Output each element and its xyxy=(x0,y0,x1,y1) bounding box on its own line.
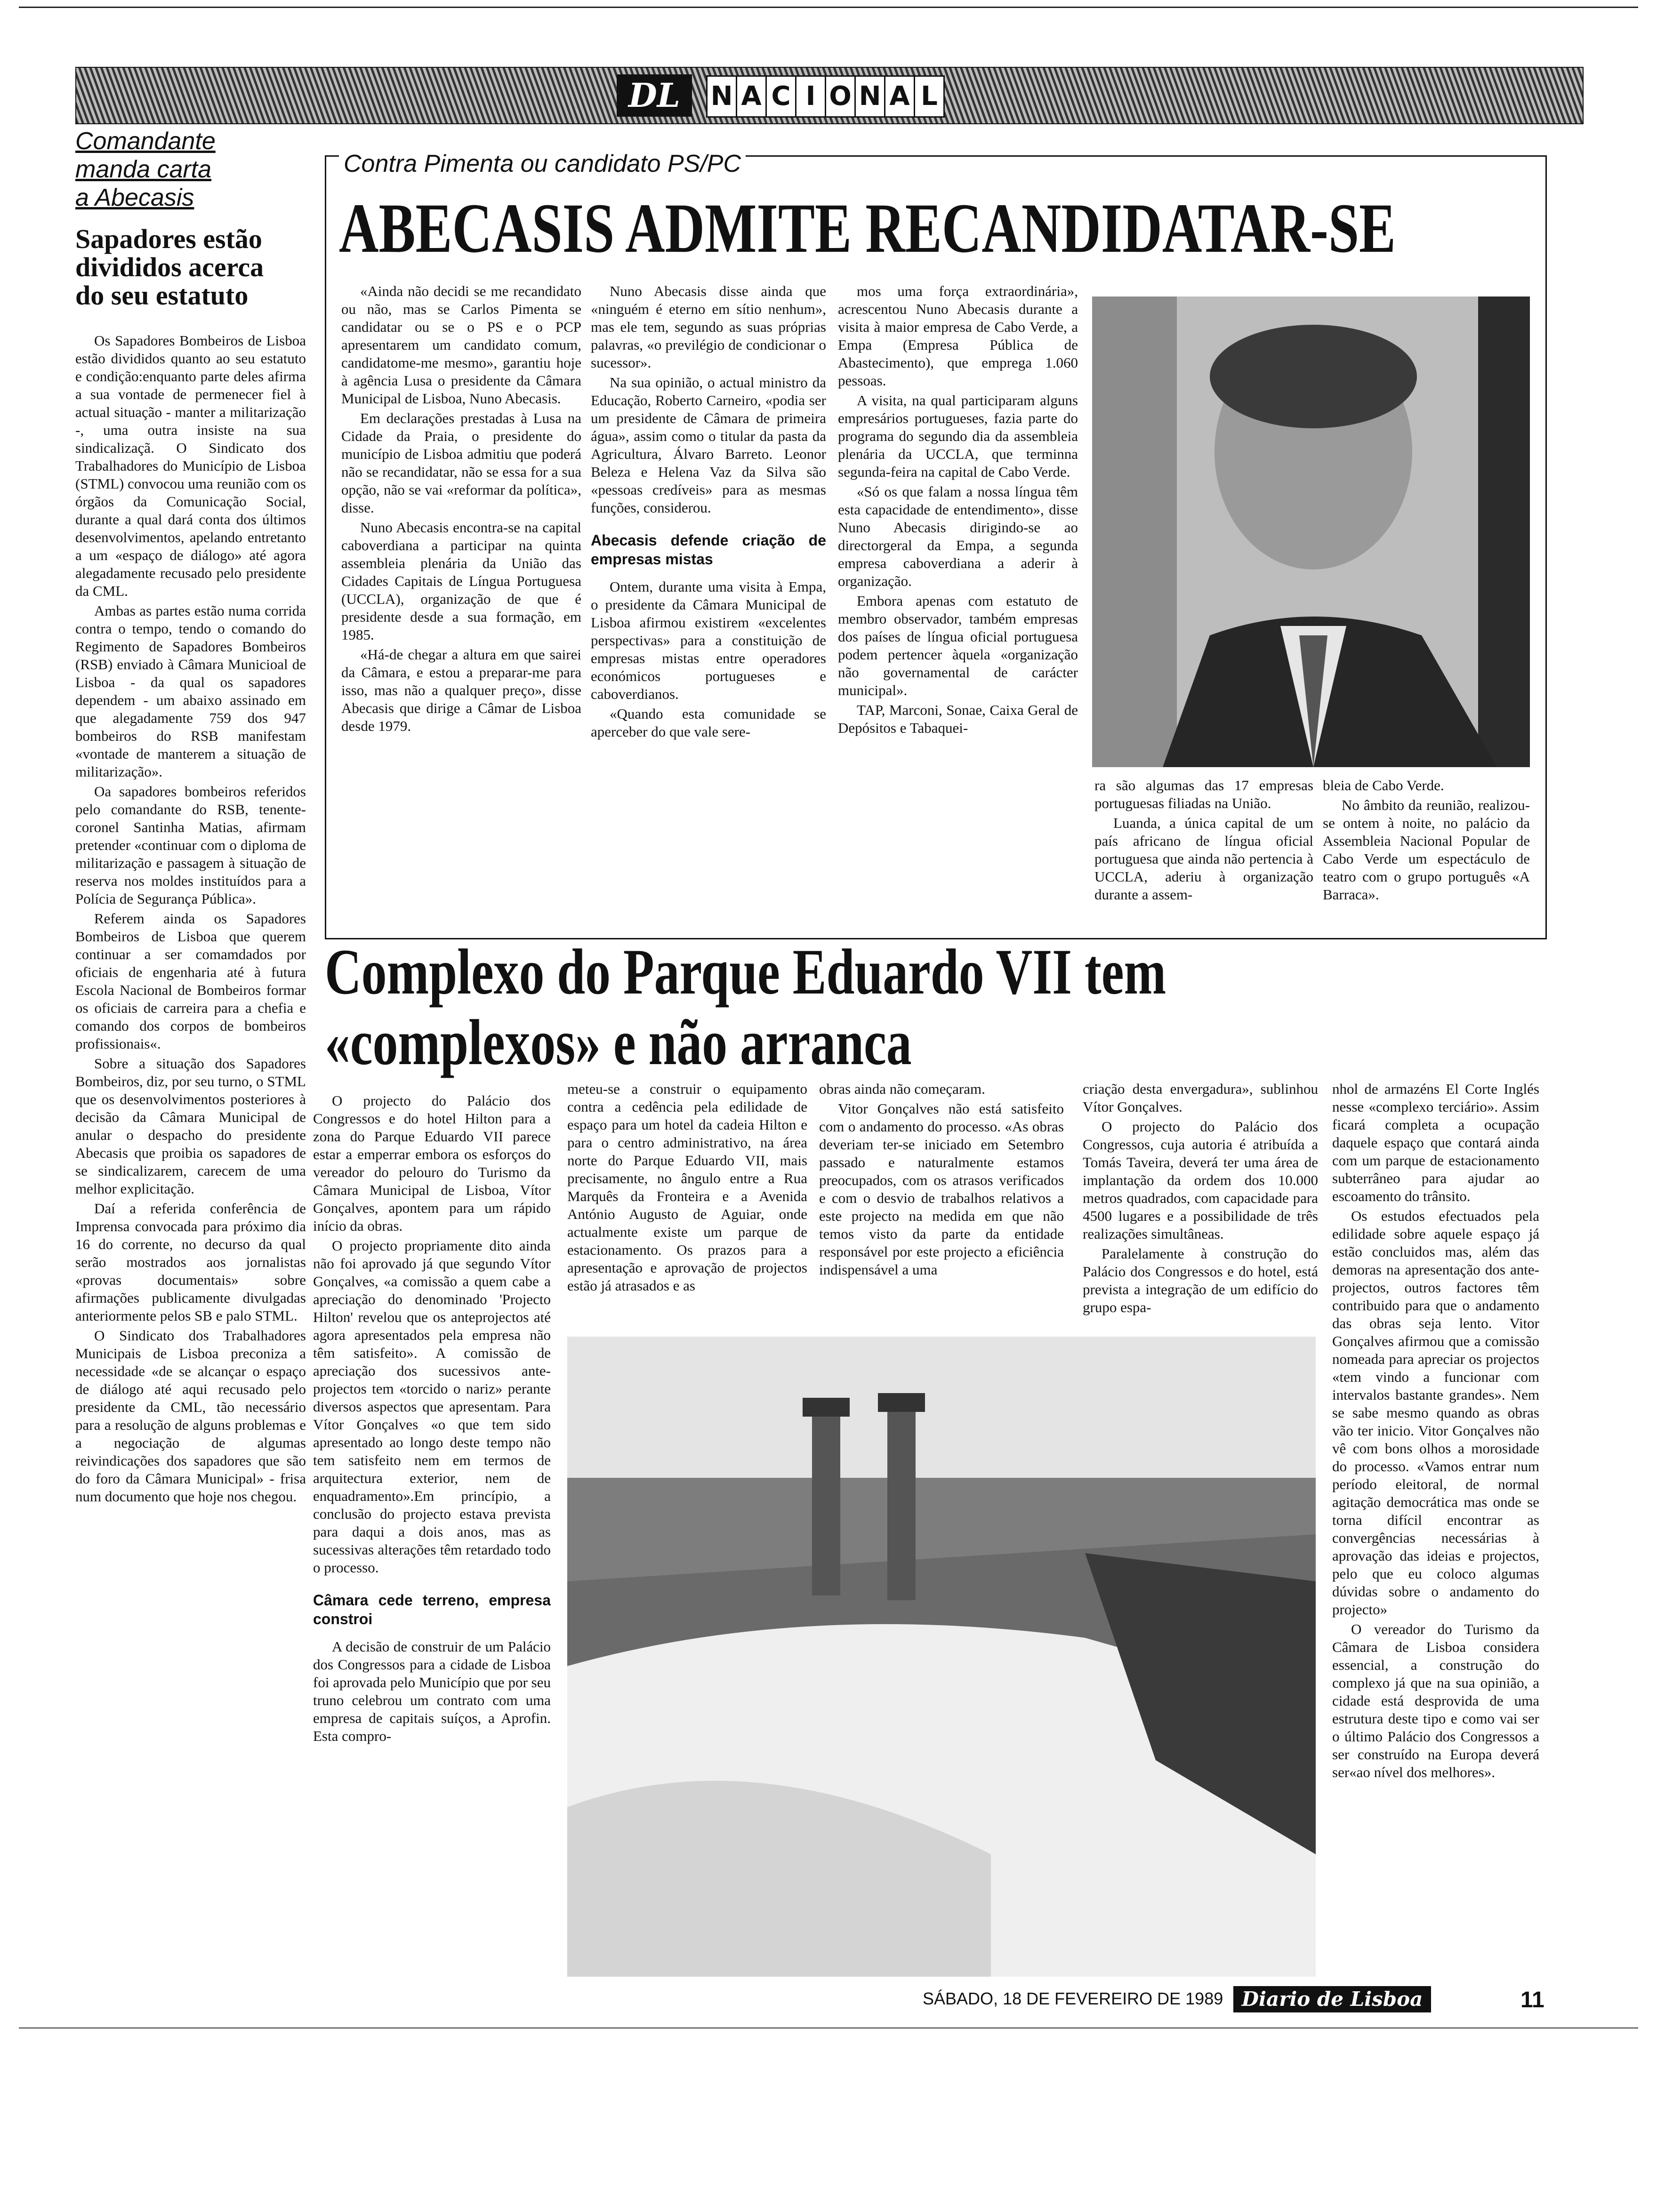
section-letter: A xyxy=(884,75,915,118)
section-letter: N xyxy=(706,75,737,118)
left-story-headline: Sapadores estão divididos acerca do seu estatuto xyxy=(75,224,264,311)
main-story-col5: bleia de Cabo Verde. No âmbito da reunião, realizou-se ontem à noite, no palácio da Assembleia Nacional Popular de Cabo Verde um espectáculo de teatro com o grupo português «A Barraca». xyxy=(1323,777,1530,903)
page-number: 11 xyxy=(1520,1988,1544,2012)
top-rule xyxy=(19,7,1638,8)
section-letter: I xyxy=(795,75,826,118)
section-letter: C xyxy=(765,75,796,118)
left-story-kicker: Comandante manda carta a Abecasis xyxy=(75,128,216,211)
second-story-col5: nhol de armazéns El Corte Inglés nesse «complexo terciário». Assim ficará completa a ocupação daquele espaço que contará ainda com um parque de estacionamento subterrâneo para ajudar ao escoamento do trânsito. Os estudos efectuados pela edilidade sobre aquele espaço já estão concluidos mas, além das demoras na apresentação dos ante-projectos, outros factores têm contribuido para que o andamento das obras seja lento. Vitor Gonçalves afirmou que a comissão nomeada para apreciar os projectos «tem vindo a funcionar com intervalos bastante grandes». Nem se sabe mesmo quando as obras vão ter inicio. Vitor Gonçalves não vê com bons olhos a morosidade do processo. «Vamos entrar num período eleitoral, de normal agitação democrática mas onde se torna difícil encontrar as convergências necessárias à aprovação das ideias e projectos, pelo que eu coloco algumas dúvidas sobre o andamento do projecto» O vereador do Turismo da Câmara de Lisboa considera essencial, a construção do complexo já que na sua opinião, a cidade está desprovida de uma estrutura deste tipo e como vai ser o último Palácio dos Congressos a ser construído na Europa deverá ser«ao nível dos melhores». xyxy=(1332,1081,1539,1780)
second-story-col2: meteu-se a construir o equipamento contra a cedência pela edilidade de espaço para um hotel da cadeia Hilton e para o centro administrativo, na área norte do Parque Eduardo VII, mais precisamente, no ângulo entre a Rua Marquês da Fronteira e a Avenida António Augusto de Aguiar, onde actualmente existe um parque de estacionamento. Os prazos para a apresentação e aprovação de projectos estão já atrasados e as xyxy=(567,1081,807,1294)
photo-abecasis xyxy=(1092,297,1530,767)
section-letter: L xyxy=(914,75,945,118)
portrait-illustration xyxy=(1092,297,1530,767)
second-story-col4: criação desta envergadura», sublinhou Vítor Gonçalves. O projecto do Palácio dos Congressos, cuja autoria é atribuída a Tomás Taveira, deverá ter uma área de implantação da ordem dos 10.000 metros quadrados, com capacidade para 4500 lugares e a possibilidade de três realizações simultâneas. Paralelamente à construção do Palácio dos Congressos e do hotel, está prevista a integração de um edifício do grupo espa- xyxy=(1083,1081,1318,1315)
main-story-headline: ABECASIS ADMITE RECANDIDATAR-SE xyxy=(339,189,1396,267)
section-letter: O xyxy=(825,75,856,118)
second-story-col3: obras ainda não começaram. Vitor Gonçalves não está satisfeito com o andamento do processo. «As obras deveriam ter-se iniciado em Setembro passado e naturalmente estamos preocupados, com os atrasos verificados e com o desvio de trabalhos relativos a este projecto na medida em que não temos visto da parte da entidade responsável por este projecto a eficiência indispensável a uma xyxy=(819,1081,1064,1278)
main-story-subhead: Abecasis defende criação de empresas mistas xyxy=(591,532,826,568)
photo-parque-eduardo-vii xyxy=(567,1337,1316,1977)
main-story-col3: mos uma força extraordinária», acrescentou Nuno Abecasis durante a visita à maior empresa de Cabo Verde, a Empa (Empresa Pública de Abastecimento), que emprega 1.060 pessoas. A visita, na qual participaram alguns empresários portugueses, fazia parte do programa do segundo dia da assembleia plenária da UCCLA, que terminna segunda-feira na capital de Cabo Verde. «Só os que falam a nossa língua têm esta capacidade de entendimento», disse Nuno Abecasis dirigindo-se ao directorgeral da Empa, a segunda empresa caboverdiana a aderir à organização. Embora apenas com estatuto de membro observador, também empresas dos países de língua oficial portuguesa podem pertencer àquela «organização não governamental de carácter municipal». TAP, Marconi, Sonae, Caixa Geral de Depósitos e Tabaquei- xyxy=(838,283,1078,736)
section-letter: N xyxy=(854,75,885,118)
section-letter: A xyxy=(736,75,767,118)
main-story-col4: ra são algumas das 17 empresas portuguesas filiadas na União. Luanda, a única capital de um país africano de língua oficial portuguesa que ainda não pertencia à UCCLA, aderiu à organização durante a assem- xyxy=(1094,777,1313,903)
section-label-nacional xyxy=(706,75,943,116)
main-story-col2: Nuno Abecasis disse ainda que «ninguém é eterno em sítio nenhum», mas ele tem, segundo as suas próprias palavras, «o previlégio de condicionar o sucessor». Na sua opinião, o actual ministro da Educação, Roberto Carneiro, «podia ser um presidente de Câmara de primeira água», assim como o titular da pasta da Agricultura, Álvaro Barreto. Leonor Beleza e Helena Vaz da Silva são «pessoas credíveis» para as mesmas funções, considerou. Abecasis defende criação de empresas mistas Ontem, durante uma visita à Empa, o presidente da Câmara Municipal de Lisboa afirmou existirem «excelentes perspectivas» para a constituição de empresas mistas entre operadores económicos portugueses e caboverdianos. «Quando esta comunidade se aperceber do que vale sere- xyxy=(591,283,826,740)
footer-masthead: Diario de Lisboa xyxy=(1233,1986,1431,2012)
main-story-kicker: Contra Pimenta ou candidato PS/PC xyxy=(339,150,746,178)
dl-logo: DL xyxy=(617,74,692,117)
second-story-headline-2: «complexos» e não arranca xyxy=(325,1006,912,1078)
main-story-col1: «Ainda não decidi se me recandidato ou não, mas se Carlos Pimenta se candidatar ou se o PS e o PCP apresentarem um candidato comum, candidatome-me mesmo», garantiu hoje à agência Lusa o presidente da Câmara Municipal de Lisboa, Nuno Abecasis. Em declarações prestadas à Lusa na Cidade da Praia, o presidente do município de Lisboa admitiu que poderá não se recandidatar, não se essa for a sua opção, não se vai «reformar da política», disse. Nuno Abecasis encontra-se na capital caboverdiana a participar na quinta assembleia plenária da União das Cidades Capitais de Língua Portuguesa (UCCLA), organização de que é presidente desde a sua formação, em 1985. «Há-de chegar a altura em que sairei da Câmara, e estou a preparar-me para isso, mas não a qualquer preço», disse Abecasis que dirige a Câmar de Lisboa desde 1979. xyxy=(341,283,581,734)
footer-date: SÁBADO, 18 DE FEVEREIRO DE 1989 xyxy=(923,1989,1223,2008)
second-story-col1: O projecto do Palácio dos Congressos e do hotel Hilton para a zona do Parque Eduardo VII parece estar a emperrar embora os esforços do vereador do pelouro do Turismo da Câmara Municipal de Lisboa, Vítor Gonçalves, apontem para um rápido início da obras. O projecto propriamente dito ainda não foi aprovado já que segundo Vítor Gonçalves, «a comissão a quem cabe a apreciação do denominado 'Projecto Hilton' revelou que os anteprojectos até agora apresentados pela empresa não têm satisfeito». A comissão de apreciação dos sucessivos ante-projectos tem «torcido o nariz» perante diversos aspectos que apresentam. Para Vítor Gonçalves «o que tem sido apresentado ao longo deste tempo não tem satisfeito nem em termos de arquitectura exterior, nem de enquadramento».Em princípio, a conclusão do projecto estava prevista para daqui a dois anos, mas as sucessivas alterações têm retardado todo o processo. Câmara cede terreno, empresa constroi A decisão de construir de um Palácio dos Congressos para a cidade de Lisboa foi aprovada pelo Município que por seu truno celebrou um contrato com uma empresa de capitais suíços, a Aprofin. Esta compro- xyxy=(313,1092,551,1744)
left-story-body: Os Sapadores Bombeiros de Lisboa estão divididos quanto ao seu estatuto e condição:enquanto parte deles afirma a sua vontade de permenecer fiel à actual situação - manter a militarização -, uma outra insiste na sua sindicalizaçã. O Sindicato dos Trabalhadores do Município de Lisboa (STML) convocou uma reunião com os órgãos da Comunicação Social, durante a qual dará conta dos últimos desenvolvimentos, apelando entretanto a um «espaço de diálogo» até agora alegadamente recusado pelo presidente da CML. Ambas as partes estão numa corrida contra o tempo, tendo o comando do Regimento de Sapadores Bombeiros (RSB) enviado à Câmara Municioal de Lisboa - da qual os sapadores dependem - um abaixo assinado em que alegadamente 759 dos 947 bombeiros do RSB manifestam «vontade de manterem a situação de militarização». Oa sapadores bombeiros referidos pelo comandante do RSB, tenente-coronel Santinha Matias, afirmam pretender «continuar com o diploma de militarização e passagem à situação de reserva nos moldes instituídos para a Polícia de Segurança Pública». Referem ainda os Sapadores Bombeiros de Lisboa que querem continuar a ser comamdados por oficiais de engenharia até à futura Escola Nacional de Bombeiros formar os oficiais de carreira para a chefia e comando dos corpos de bombeiros profissionais«. Sobre a situação dos Sapadores Bombeiros, diz, por seu turno, o STML que os desenvolvimentos posteriores à decisão da Câmara Municipal de anular o despacho do presidente Abecasis que proibia os sapadores de se sindicalizarem, carecem de uma melhor explicitação. Daí a referida conferência de Imprensa convocada para próximo dia 16 do corrente, no decurso da qual serão mostrados aos jornalistas «provas documentais» sobre afirmações publicamente divulgadas anteriormente pelos SB e palo STML. O Sindicato dos Trabalhadores Municipais de Lisboa preconiza a necessidade «de se alcançar o espaço de diálogo até aqui recusado pelo presidente da CML, tão necessário para a resolução de alguns problemas e a negociação de algumas reivindicações dos sapadores que são do foro da Câmara Municipal» - frisa num documento que hoje nos chegou. xyxy=(75,332,306,1505)
second-story-subhead: Câmara cede terreno, empresa constroi xyxy=(313,1592,551,1627)
second-story-headline-1: Complexo do Parque Eduardo VII tem xyxy=(325,936,1166,1008)
park-illustration xyxy=(567,1337,1316,1977)
